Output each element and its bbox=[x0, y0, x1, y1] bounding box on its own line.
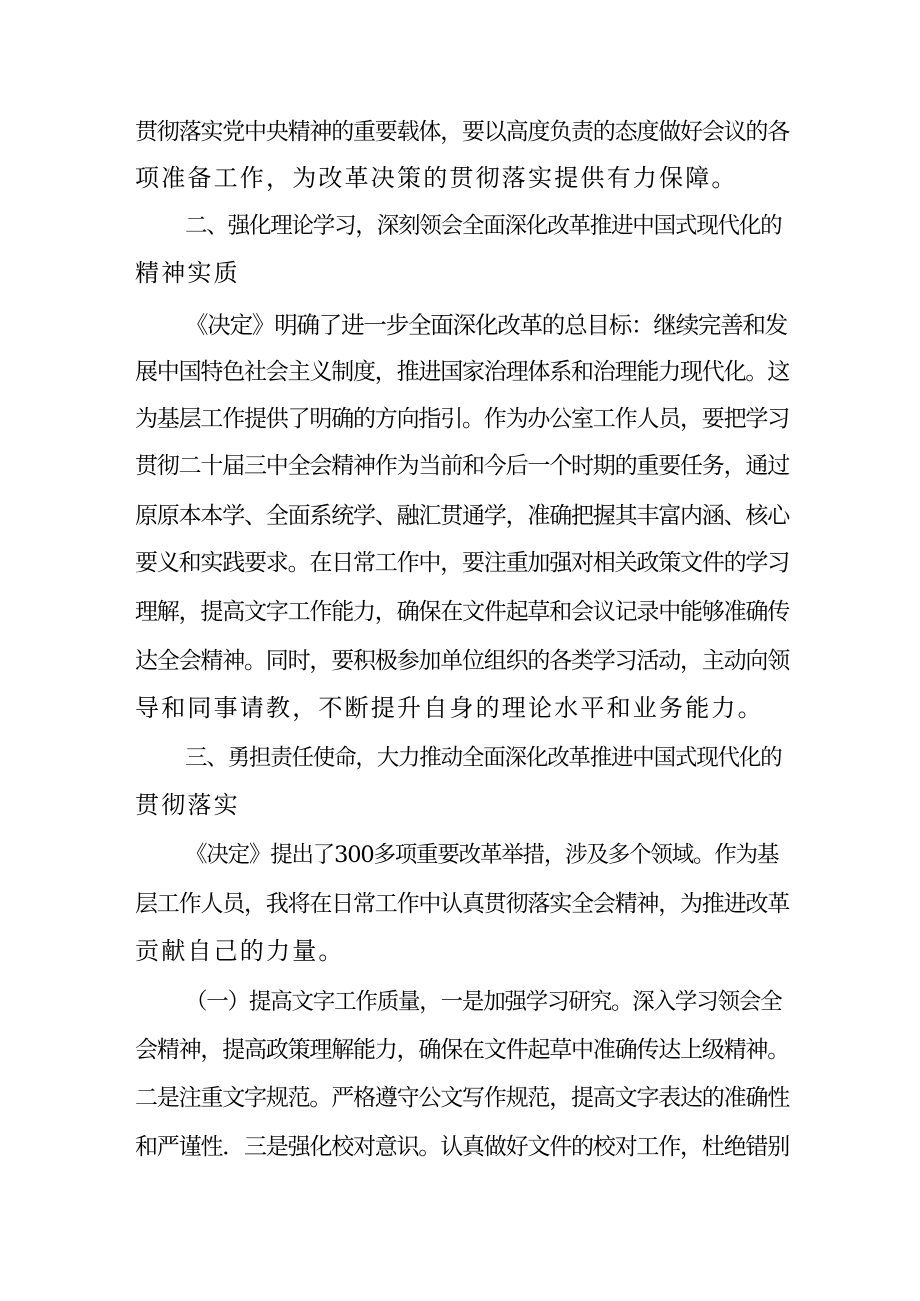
body-text-line: 二是注重文字规范。严格遵守公文写作规范，提高文字表达的准确性 bbox=[135, 1085, 790, 1111]
body-text-line: 《决定》提出了300多项重要改革举措，涉及多个领域。作为基 bbox=[185, 842, 779, 868]
body-text-line: 为基层工作提供了明确的方向指引。作为办公室工作人员，要把学习 bbox=[135, 406, 790, 432]
section-heading: 精神实质 bbox=[135, 259, 240, 287]
section-heading: 二、强化理论学习，深刻领会全面深化改革推进中国式现代化的 bbox=[185, 213, 782, 239]
body-text-line: 原原本本学、全面系统学、融汇贯通学，准确把握其丰富内涵、核心 bbox=[135, 503, 790, 529]
body-text-line: 《决定》明确了进一步全面深化改革的总目标：继续完善和发 bbox=[185, 311, 788, 339]
body-text-line: 贡献自己的力量。 bbox=[135, 937, 345, 965]
body-text-line: 层工作人员，我将在日常工作中认真贯彻落实全会精神，为推进改革 bbox=[135, 891, 790, 917]
body-text-line: （一）提高文字工作质量，一是加强学习研究。深入学习领会全 bbox=[185, 989, 782, 1015]
body-text-line: 项准备工作，为改革决策的贯彻落实提供有力保障。 bbox=[135, 164, 738, 192]
section-heading: 三、勇担责任使命，大力推动全面深化改革推进中国式现代化的 bbox=[185, 745, 782, 771]
section-heading: 贯彻落实 bbox=[135, 791, 240, 819]
body-text-line: 贯彻二十届三中全会精神作为当前和今后一个时期的重要任务，通过 bbox=[135, 453, 790, 479]
body-text-line: 要义和实践要求。在日常工作中，要注重加强对相关政策文件的学习 bbox=[135, 550, 790, 576]
body-text-line: 展中国特色社会主义制度，推进国家治理体系和治理能力现代化。这 bbox=[135, 359, 790, 385]
body-text-line: 达全会精神。同时，要积极参加单位组织的各类学习活动，主动向领 bbox=[135, 648, 790, 674]
body-text-line: 会精神，提高政策理解能力，确保在文件起草中准确传达上级精神。 bbox=[135, 1037, 790, 1063]
body-text-line: 贯彻落实党中央精神的重要载体，要以高度负责的态度做好会议的各 bbox=[135, 119, 790, 145]
body-text-line: 导和同事请教，不断提升自身的理论水平和业务能力。 bbox=[135, 694, 764, 722]
body-text-line: 和严谨性．三是强化校对意识。认真做好文件的校对工作，杜绝错别 bbox=[135, 1134, 790, 1160]
body-text-line: 理解，提高文字工作能力，确保在文件起草和会议记录中能够准确传 bbox=[135, 599, 790, 625]
